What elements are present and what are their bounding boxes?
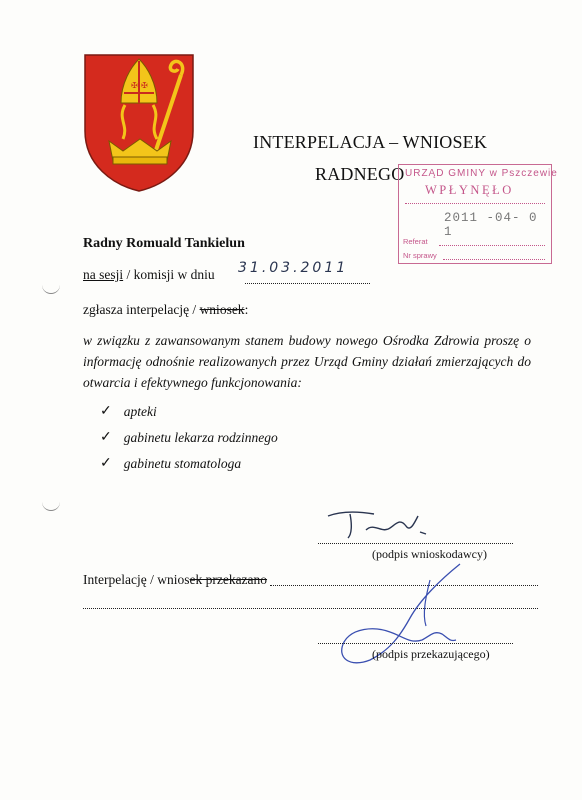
session-line	[83, 267, 215, 283]
struck-motion-label: wniosek	[199, 302, 245, 317]
forwarded-prefix: Interpelację / wnios	[83, 572, 190, 587]
session-date-line	[245, 283, 370, 284]
document-subtitle: RADNEGO	[315, 164, 405, 184]
punch-hole-top	[42, 283, 60, 294]
checklist	[100, 398, 278, 476]
session-label: na sesji	[83, 267, 124, 282]
checkmark-icon: ✓	[100, 455, 112, 471]
colon: :	[244, 302, 249, 317]
checklist-item	[100, 398, 278, 424]
councillor-name: Radny Romuald Tankielun	[83, 236, 245, 251]
coat-of-arms-logo	[83, 53, 195, 193]
svg-text:✠: ✠	[131, 81, 138, 90]
committee-label: / komisji w dniu	[123, 267, 215, 282]
applicant-signature-caption: (podpis wnioskodawcy)	[372, 547, 487, 561]
stamp-referat: Referat	[403, 237, 428, 246]
stamp-date: 2011 -04- 0 1	[444, 211, 538, 239]
checkmark-icon: ✓	[100, 403, 112, 419]
stamp-office: URZĄD GMINY w Pszczewie	[405, 168, 558, 179]
punch-hole-bottom	[42, 500, 60, 511]
forwarded-struck: ek przekazano	[189, 572, 268, 587]
received-stamp	[398, 164, 558, 264]
interpellation-label: zgłasza interpelację /	[83, 302, 200, 317]
request-body: w związku z zawansowanym stanem budowy nowego Ośrodka Zdrowia proszę o informację odnośnie realizowanych przez Urząd Gminy działań zmierzających do otwarcia i efektywnego funkcjonowania:	[83, 333, 531, 390]
checklist-item-label: gabinetu stomatologa	[123, 455, 242, 471]
stamp-received: WPŁYNĘŁO	[425, 183, 514, 197]
svg-text:✠: ✠	[141, 81, 148, 90]
applicant-signature-line	[318, 543, 513, 544]
forwarded-line	[83, 572, 267, 588]
checklist-item	[100, 424, 278, 450]
document-title: INTERPELACJA – WNIOSEK	[253, 132, 488, 152]
request-type-line	[83, 302, 248, 318]
forwarder-signature-line	[318, 643, 513, 644]
forwarder-signature-caption: (podpis przekazującego)	[372, 647, 490, 661]
checklist-item-label: apteki	[123, 403, 157, 419]
checklist-item	[100, 450, 278, 476]
applicant-signature	[322, 506, 434, 542]
checklist-item-label: gabinetu lekarza rodzinnego	[123, 429, 278, 445]
checkmark-icon: ✓	[100, 429, 112, 445]
session-date-handwritten: 31.03.2011	[238, 260, 349, 276]
stamp-nr-sprawy: Nr sprawy	[403, 251, 437, 260]
